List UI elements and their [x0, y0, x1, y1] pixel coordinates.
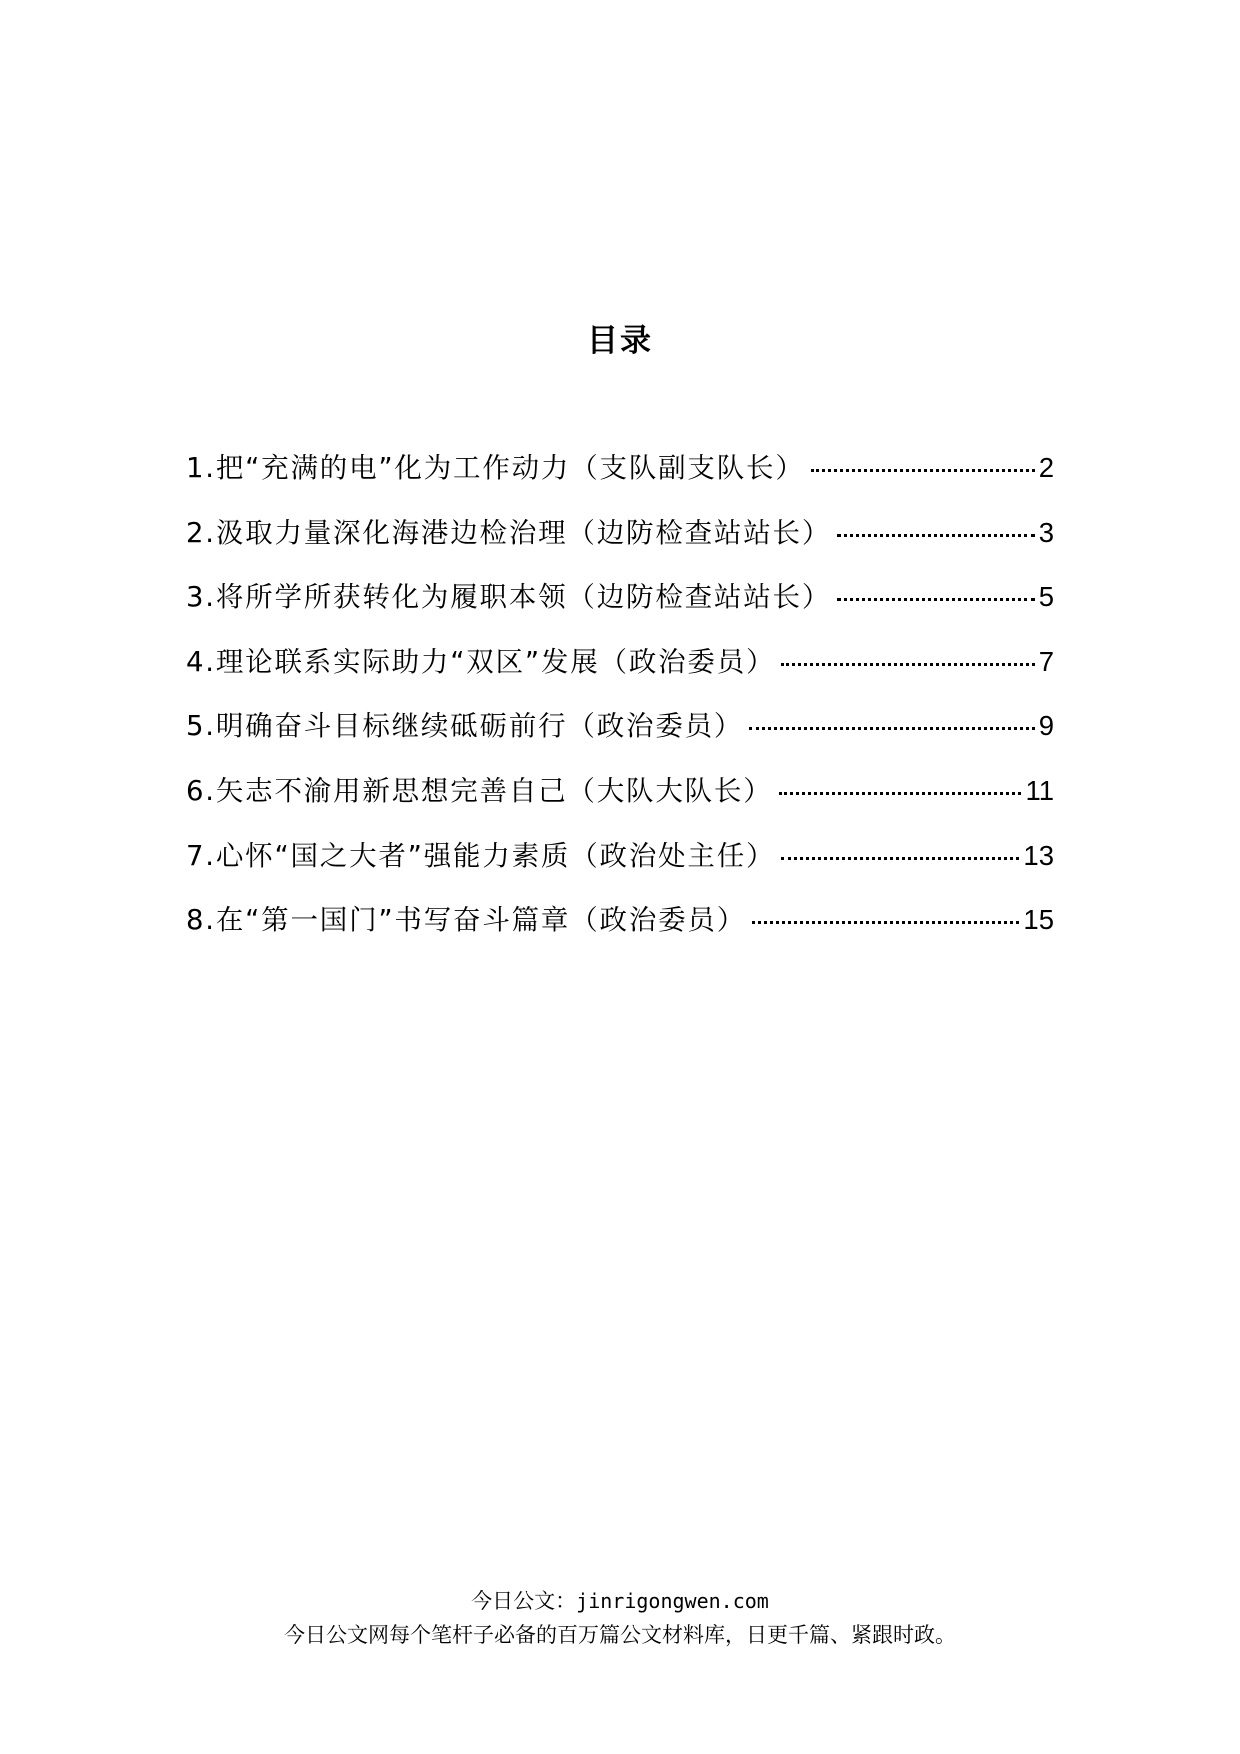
- toc-entry-2[interactable]: [186, 513, 1054, 578]
- toc-dot-leader: [749, 727, 1034, 730]
- toc-dot-leader: [811, 469, 1035, 472]
- toc-dot-leader: [781, 663, 1034, 666]
- toc-entry-title: 6.矢志不渝用新思想完善自己（大队大队长）: [186, 774, 773, 807]
- toc-entry-title: 1.把“充满的电”化为工作动力（支队副支队长）: [186, 452, 805, 484]
- toc-entry-1[interactable]: [186, 448, 1054, 513]
- footer-slogan: 今日公文网每个笔杆子必备的百万篇公文材料库，日更千篇、紧跟时政。: [284, 1623, 956, 1647]
- toc-dot-leader: [752, 921, 1019, 924]
- toc-entry-title: 5.明确奋斗目标继续砥砺前行（政治委员）: [186, 710, 744, 743]
- toc-entry-title: 2.汲取力量深化海港边检治理（边防检查站站长）: [186, 516, 832, 549]
- toc-entry-3[interactable]: [186, 577, 1054, 642]
- toc-entry-7[interactable]: [186, 836, 1054, 901]
- toc-page-number: 5: [1038, 581, 1054, 613]
- footer-site-label: 今日公文：: [471, 1589, 577, 1613]
- toc-entry-5[interactable]: [186, 706, 1054, 771]
- toc-entry-6[interactable]: [186, 771, 1054, 836]
- footer-site-link[interactable]: jinrigongwen.com: [576, 1589, 769, 1613]
- toc-entry-8[interactable]: [186, 900, 1054, 965]
- toc-entry-title: 3.将所学所获转化为履职本领（边防检查站站长）: [186, 581, 832, 614]
- toc-page-number: 11: [1025, 774, 1054, 806]
- toc-entry-title: 7.心怀“国之大者”强能力素质（政治处主任）: [186, 839, 776, 872]
- toc-dot-leader: [781, 857, 1019, 860]
- toc-page-number: 13: [1023, 839, 1054, 871]
- toc-page-number: 3: [1038, 516, 1054, 548]
- toc-dot-leader: [837, 598, 1035, 601]
- toc-page-number: 2: [1038, 452, 1054, 483]
- page-title: 目录: [587, 323, 653, 359]
- table-of-contents: [186, 448, 1054, 965]
- toc-page-number: 9: [1038, 710, 1054, 742]
- toc-dot-leader: [779, 792, 1022, 795]
- toc-entry-title: 8.在“第一国门”书写奋斗篇章（政治委员）: [186, 904, 747, 937]
- toc-page-number: 15: [1023, 904, 1054, 936]
- toc-dot-leader: [837, 534, 1035, 537]
- toc-page-number: 7: [1038, 645, 1054, 677]
- toc-entry-4[interactable]: [186, 642, 1054, 707]
- toc-entry-title: 4.理论联系实际助力“双区”发展（政治委员）: [186, 645, 776, 678]
- footer-site-line: [0, 1586, 1240, 1616]
